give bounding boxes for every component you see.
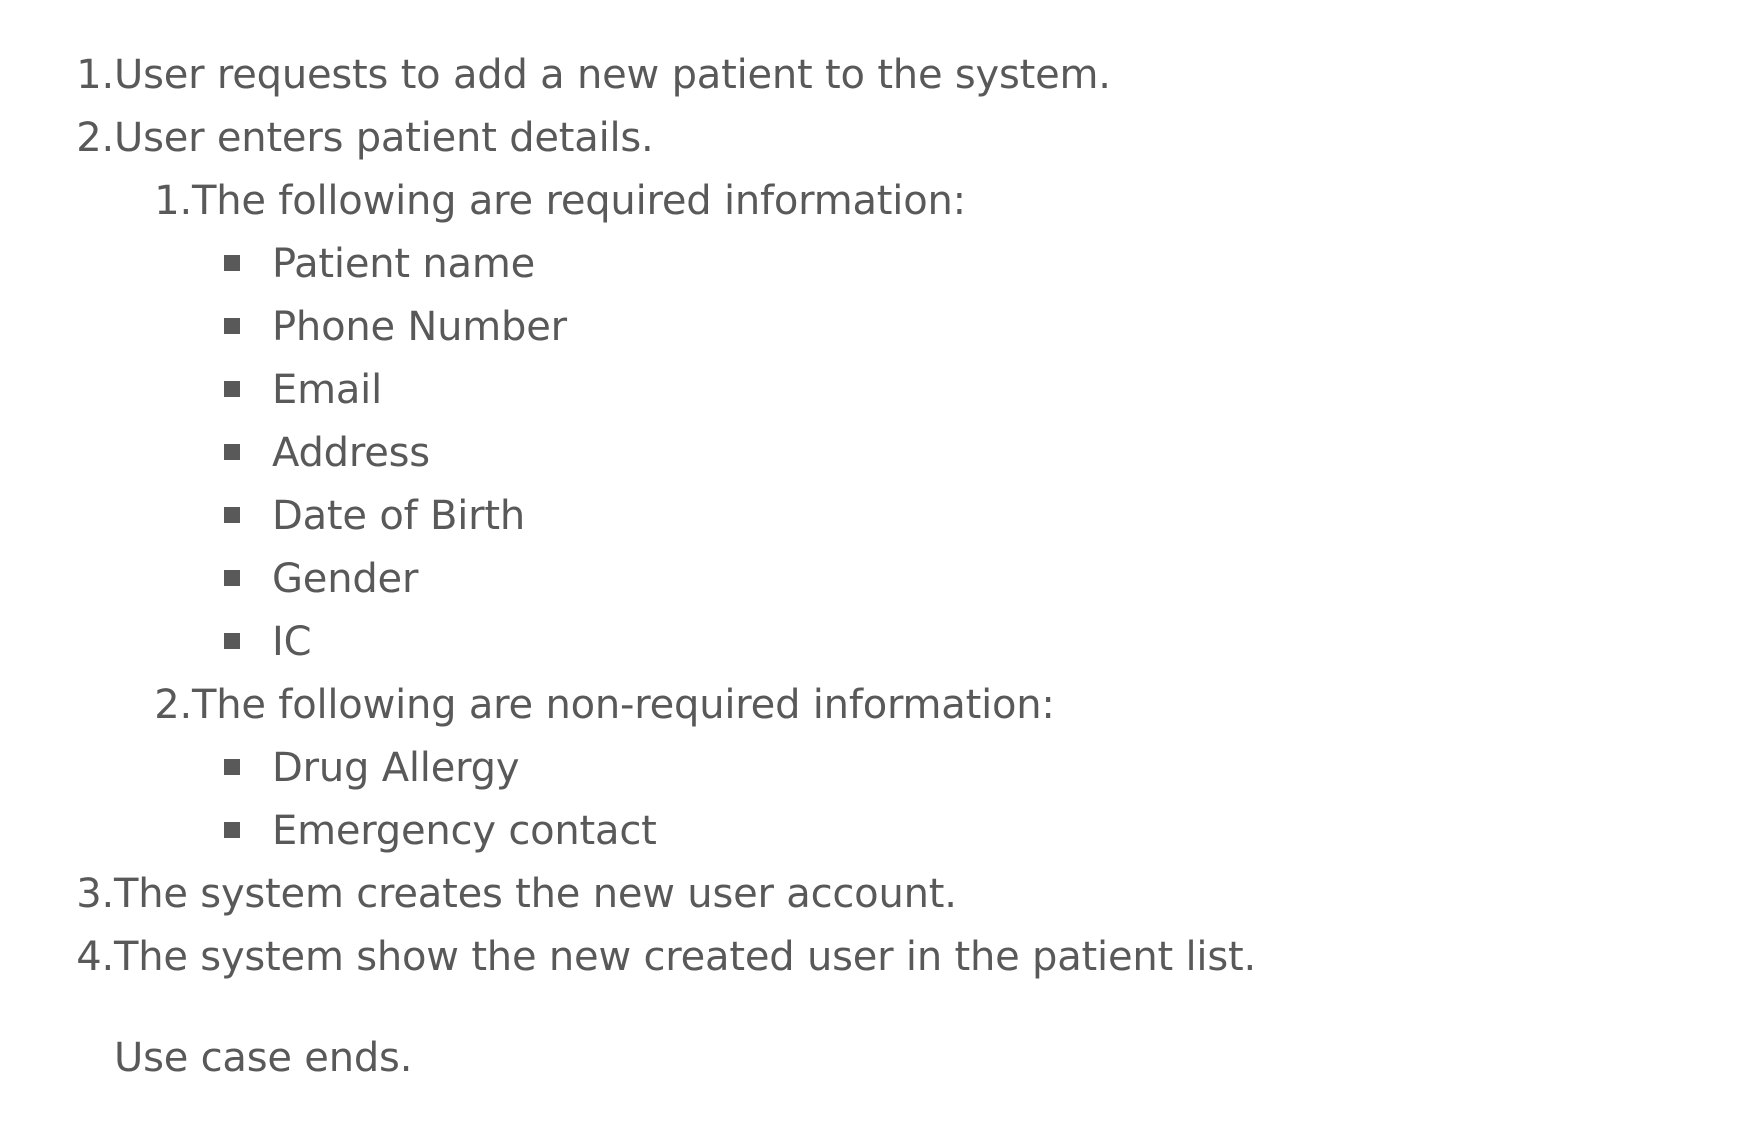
list-item: Email: [272, 367, 382, 413]
list-item: Phone Number: [272, 304, 567, 350]
list-item: Date of Birth: [272, 493, 526, 539]
list-item: Emergency contact: [272, 808, 657, 854]
step-number: 2.: [76, 115, 114, 161]
step-text: User enters patient details.: [114, 115, 654, 161]
step-text: User requests to add a new patient to the system.: [114, 52, 1111, 98]
step-2: [76, 107, 654, 169]
square-bullet-icon: [224, 381, 240, 397]
substep-required: [154, 170, 966, 232]
square-bullet-icon: [224, 822, 240, 838]
square-bullet-icon: [224, 633, 240, 649]
substep-text: The following are required information:: [192, 178, 966, 224]
list-item: Gender: [272, 556, 419, 602]
substep-number: 1.: [154, 178, 192, 224]
square-bullet-icon: [224, 759, 240, 775]
use-case-ending: Use case ends.: [114, 1035, 413, 1081]
list-item: Patient name: [272, 241, 536, 287]
list-item: Address: [272, 430, 430, 476]
step-3: [76, 863, 957, 925]
substep-text: The following are non-required information:: [192, 682, 1055, 728]
square-bullet-icon: [224, 507, 240, 523]
list-item: Drug Allergy: [272, 745, 520, 791]
substep-non-required: [154, 674, 1055, 736]
list-item: IC: [272, 619, 312, 665]
substep-number: 2.: [154, 682, 192, 728]
square-bullet-icon: [224, 444, 240, 460]
step-number: 4.: [76, 934, 114, 980]
step-number: 3.: [76, 871, 114, 917]
clipped-heading-fragment: [30, 1128, 240, 1136]
step-number: 1.: [76, 52, 114, 98]
square-bullet-icon: [224, 570, 240, 586]
step-1: [76, 44, 1111, 106]
step-text: The system creates the new user account.: [114, 871, 957, 917]
square-bullet-icon: [224, 318, 240, 334]
step-text: The system show the new created user in the patient list.: [114, 934, 1256, 980]
step-4: [76, 926, 1256, 988]
square-bullet-icon: [224, 255, 240, 271]
